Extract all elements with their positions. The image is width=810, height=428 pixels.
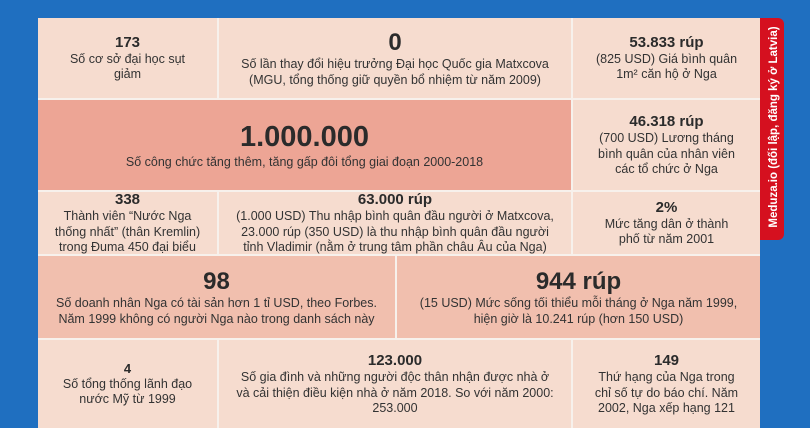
stat-text: (15 USD) Mức sống tối thiểu mỗi tháng ở Nga năm 1999, hiện giờ là 10.241 rúp (hơn 150 USD): [419, 296, 738, 326]
stat-number: 2%: [655, 198, 678, 216]
stat-text: Số cơ sở đại học sụt giảm: [69, 51, 186, 82]
stat-number: 98: [203, 268, 230, 296]
stat-urban-growth: [573, 192, 760, 254]
stat-apartment-price: [573, 18, 760, 98]
stat-number: 46.318 rúp: [629, 112, 704, 130]
stat-number: 1.000.000: [239, 120, 369, 153]
stat-number: 338: [114, 190, 141, 208]
stat-number: 63.000 rúp: [357, 190, 433, 208]
stat-text: Thành viên “Nước Nga thống nhất” (thân Kremlin) trong Đuma 450 đại biểu: [54, 209, 201, 254]
stat-universities: [38, 18, 217, 98]
stat-press-freedom: [573, 340, 760, 428]
stat-number: 4: [123, 360, 132, 376]
stat-number: 53.833 rúp: [629, 33, 704, 51]
stat-text: (825 USD) Giá bình quân 1m² căn hộ ở Nga: [595, 51, 738, 82]
stat-us-presidents: [38, 340, 217, 428]
stat-text: Thứ hạng của Nga trong chỉ số tự do báo chí. Năm 2002, Nga xếp hạng 121: [594, 370, 739, 415]
stat-text: Mức tăng dân ở thành phố từ năm 2001: [604, 216, 729, 247]
stat-number: 123.000: [367, 351, 423, 369]
stat-monthly-salary: [573, 100, 760, 190]
stat-text: Số lần thay đổi hiệu trưởng Đại học Quốc gia Matxcova (MGU, tổng thống giữ quyền bổ nhiệm từ năm 2009): [241, 57, 549, 87]
stat-text: (1.000 USD) Thu nhập bình quân đầu người ở Matxcova, 23.000 rúp (350 USD) là thu nhập bình quân đầu người tỉnh Vladimir (nằm ở trung tâm phần châu Âu của Nga): [236, 209, 554, 254]
stat-minimum-living: [397, 256, 760, 338]
stat-duma-members: [38, 192, 217, 254]
stat-number: 149: [653, 351, 680, 369]
stat-text: Số doanh nhân Nga có tài sản hơn 1 tỉ USD, theo Forbes. Năm 1999 không có người Nga nào trong danh sách này: [56, 296, 377, 326]
stat-number: 173: [114, 33, 141, 51]
source-label: Meduza.io (đối lập, đăng ký ở Latvia): [768, 26, 780, 228]
stat-rector-changes: [219, 18, 571, 98]
infographic-board: [38, 18, 760, 428]
source-tab: [760, 18, 784, 240]
stat-billionaires: [38, 256, 395, 338]
stat-number: 0: [388, 29, 402, 57]
stat-text: (700 USD) Lương tháng bình quân của nhân viên các tổ chức ở Nga: [598, 131, 735, 176]
stat-number: 944 rúp: [535, 268, 622, 296]
stat-housing: [219, 340, 571, 428]
stat-text: Số công chức tăng thêm, tăng gấp đôi tổng giai đoạn 2000-2018: [125, 155, 484, 170]
stat-moscow-income: [219, 192, 571, 254]
stat-text: Số gia đình và những người độc thân nhận được nhà ở và cải thiện điều kiện nhà ở năm 2018. So với năm 2000: 253.000: [236, 370, 554, 415]
stat-civil-servants: [38, 100, 571, 190]
stat-text: Số tổng thống lãnh đạo nước Mỹ từ 1999: [62, 376, 193, 406]
